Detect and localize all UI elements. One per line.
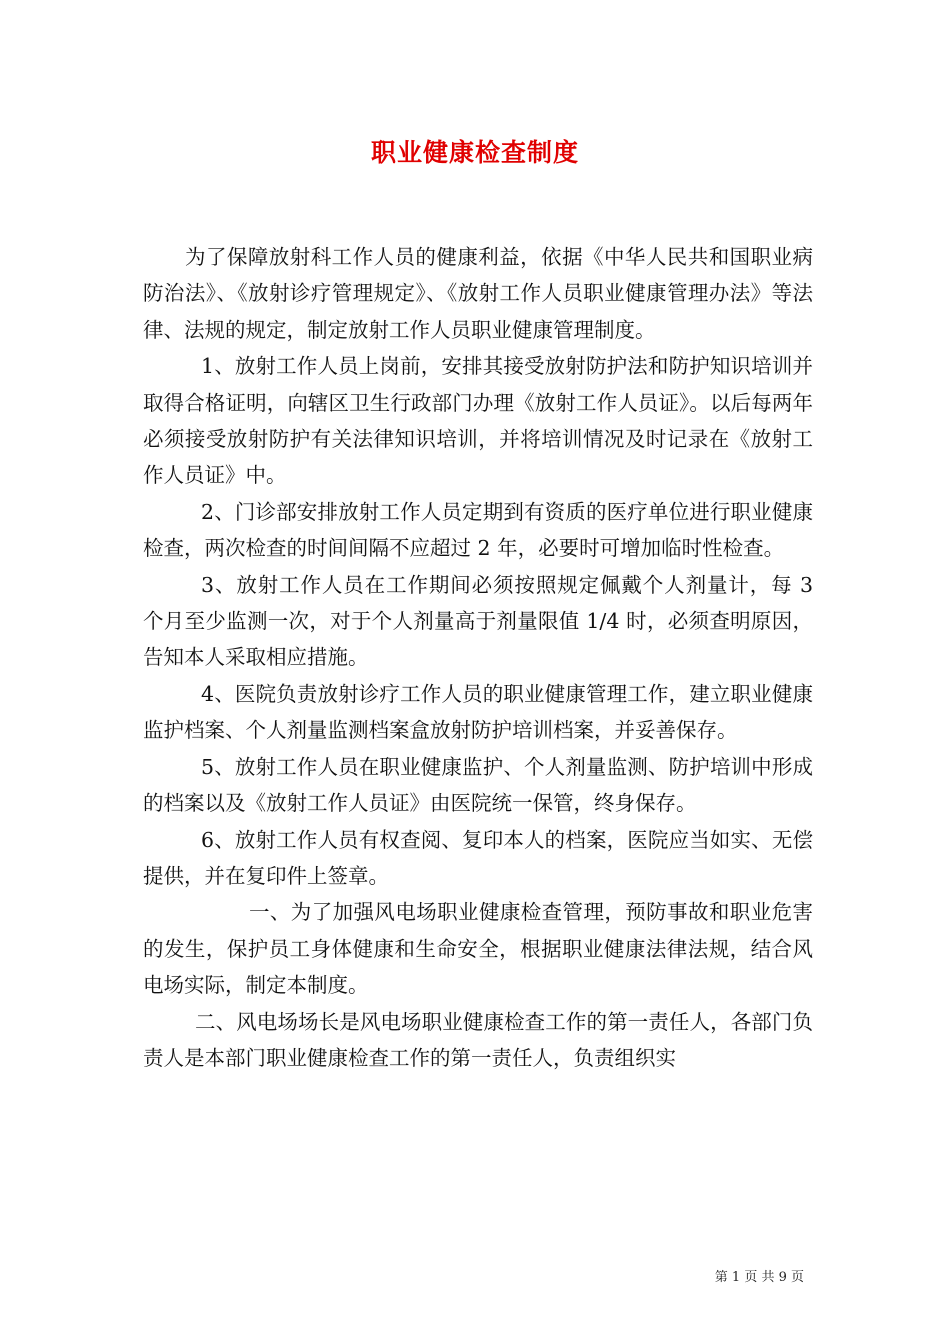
clause-4-paragraph: 4、医院负责放射诊疗工作人员的职业健康管理工作，建立职业健康监护档案、个人剂量监测档案盒放射防护培训档案，并妥善保存。 (143, 681, 813, 743)
clause-6-paragraph: 6、放射工作人员有权查阅、复印本人的档案，医院应当如实、无偿提供，并在复印件上签章。 (143, 827, 813, 888)
clause-1-paragraph: 1、放射工作人员上岗前，安排其接受放射防护法和防护知识培训并取得合格证明，向辖区卫生行政部门办理《放射工作人员证》。以后每两年必须接受放射防护有关法律知识培训，并将培训情况及时记录在《放射工作人员证》中。 (143, 354, 813, 488)
clause-3-paragraph: 3、放射工作人员在工作期间必须按照规定佩戴个人剂量计，每 3 个月至少监测一次，对于个人剂量高于剂量限值 1/4 时，必须查明原因，告知本人采取相应措施。 (143, 572, 813, 670)
section-one-paragraph: 一、为了加强风电场职业健康检查管理，预防事故和职业危害的发生，保护员工身体健康和生命安全，根据职业健康法律法规，结合风电场实际，制定本制度。 (143, 900, 813, 998)
document-title: 职业健康检查制度 (370, 138, 579, 167)
section-two-paragraph: 二、风电场场长是风电场职业健康检查工作的第一责任人，各部门负责人是本部门职业健康检查工作的第一责任人，负责组织实 (143, 1009, 813, 1070)
document-body (143, 239, 813, 1076)
page-footer (715, 1266, 804, 1285)
clause-2-paragraph: 2、门诊部安排放射工作人员定期到有资质的医疗单位进行职业健康检查，两次检查的时间间隔不应超过 2 年，必要时可增加临时性检查。 (143, 499, 813, 561)
page-number: 第 1 页 共 9 页 (714, 1270, 804, 1285)
clause-5-paragraph: 5、放射工作人员在职业健康监护、个人剂量监测、防护培训中形成的档案以及《放射工作人员证》由医院统一保管，终身保存。 (143, 754, 813, 816)
intro-paragraph: 为了保障放射科工作人员的健康利益，依据《中华人民共和国职业病防治法》、《放射诊疗管理规定》、《放射工作人员职业健康管理办法》等法律、法规的规定，制定放射工作人员职业健康管理制度。 (143, 245, 813, 342)
